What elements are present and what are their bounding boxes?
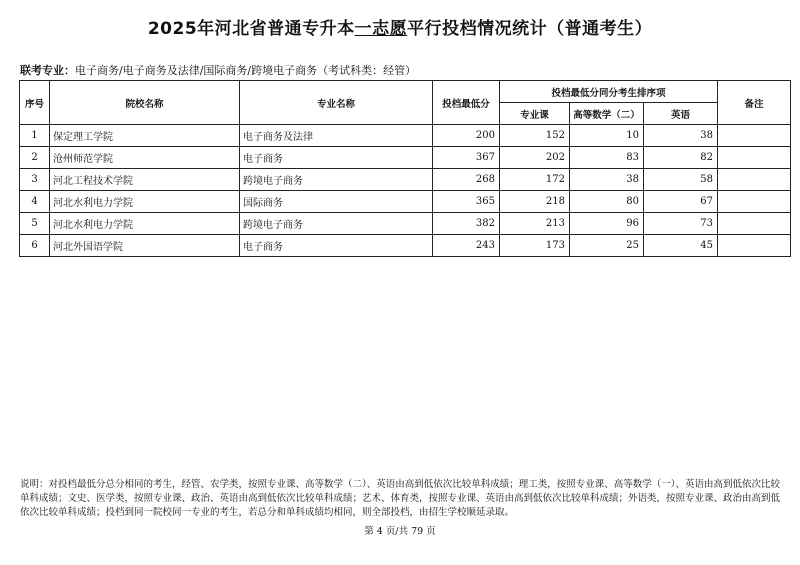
major-text: 电子商务/电子商务及法律/国际商务/跨境电子商务（考试科类：经管） [75, 64, 417, 77]
cell-seq: 2 [20, 147, 50, 169]
table-row [20, 147, 791, 169]
cell-math: 25 [570, 235, 644, 257]
cell-english: 67 [644, 191, 718, 213]
header-english: 英语 [644, 103, 718, 125]
cell-seq: 4 [20, 191, 50, 213]
header-school: 院校名称 [50, 81, 240, 125]
header-math: 高等数学（二） [570, 103, 644, 125]
cell-english: 58 [644, 169, 718, 191]
cell-seq: 6 [20, 235, 50, 257]
cell-min-score: 365 [433, 191, 500, 213]
cell-remarks [718, 191, 791, 213]
cell-professional: 218 [500, 191, 570, 213]
cell-major: 电子商务 [240, 235, 433, 257]
title-part-1: 2025年河北省普通专升本 [147, 19, 355, 39]
cell-school: 河北水利电力学院 [50, 191, 240, 213]
major-label: 联考专业： [20, 64, 75, 77]
cell-school: 沧州师范学院 [50, 147, 240, 169]
table-row [20, 213, 791, 235]
cell-math: 96 [570, 213, 644, 235]
cell-seq: 3 [20, 169, 50, 191]
cell-professional: 172 [500, 169, 570, 191]
cell-remarks [718, 169, 791, 191]
explanation-note: 说明：对投档最低分总分相同的考生，经管、农学类，按照专业课、高等数学（二）、英语由高到低依次比较单科成绩；理工类，按照专业课、高等数学（一）、英语由高到低依次比较单科成绩；文史、医学类，按照专业课、政治、英语由高到低依次比较单科成绩；艺术、体育类，按照专业课、英语由高到低依次比较单科成绩；外语类，按照专业课、政治由高到低依次比较单科成绩；投档到同一院校同一专业的考生，若总分和单科成绩均相同，则全部投档，由招生学校顺延录取。 [20, 479, 781, 518]
table-row [20, 191, 791, 213]
cell-school: 河北水利电力学院 [50, 213, 240, 235]
cell-seq: 1 [20, 125, 50, 147]
cell-major: 国际商务 [240, 191, 433, 213]
cell-english: 82 [644, 147, 718, 169]
table-row [20, 235, 791, 257]
cell-min-score: 243 [433, 235, 500, 257]
cell-remarks [718, 213, 791, 235]
cell-major: 跨境电子商务 [240, 169, 433, 191]
cell-seq: 5 [20, 213, 50, 235]
cell-math: 83 [570, 147, 644, 169]
table-row [20, 125, 791, 147]
cell-major: 跨境电子商务 [240, 213, 433, 235]
page-title [0, 14, 800, 39]
header-seq: 序号 [20, 81, 50, 125]
cell-remarks [718, 147, 791, 169]
cell-min-score: 367 [433, 147, 500, 169]
cell-min-score: 268 [433, 169, 500, 191]
major-line [20, 62, 416, 78]
admission-table [19, 80, 791, 257]
header-remarks: 备注 [718, 81, 791, 125]
cell-remarks [718, 235, 791, 257]
cell-math: 38 [570, 169, 644, 191]
cell-english: 73 [644, 213, 718, 235]
header-same-score-group: 投档最低分同分考生排序项 [500, 81, 718, 103]
cell-professional: 173 [500, 235, 570, 257]
cell-professional: 213 [500, 213, 570, 235]
cell-school: 河北外国语学院 [50, 235, 240, 257]
table-body [20, 125, 791, 257]
cell-major: 电子商务及法律 [240, 125, 433, 147]
cell-remarks [718, 125, 791, 147]
title-underlined-part: 一志愿 [354, 19, 408, 39]
title-part-2: 平行投档情况统计（普通考生） [407, 19, 653, 39]
cell-min-score: 200 [433, 125, 500, 147]
cell-math: 10 [570, 125, 644, 147]
cell-english: 45 [644, 235, 718, 257]
cell-min-score: 382 [433, 213, 500, 235]
header-major: 专业名称 [240, 81, 433, 125]
header-professional: 专业课 [500, 103, 570, 125]
table-row [20, 169, 791, 191]
cell-school: 保定理工学院 [50, 125, 240, 147]
cell-professional: 152 [500, 125, 570, 147]
cell-math: 80 [570, 191, 644, 213]
header-min-score: 投档最低分 [433, 81, 500, 125]
page-number: 第 4 页/共 79 页 [364, 526, 436, 537]
cell-english: 38 [644, 125, 718, 147]
cell-school: 河北工程技术学院 [50, 169, 240, 191]
cell-professional: 202 [500, 147, 570, 169]
cell-major: 电子商务 [240, 147, 433, 169]
